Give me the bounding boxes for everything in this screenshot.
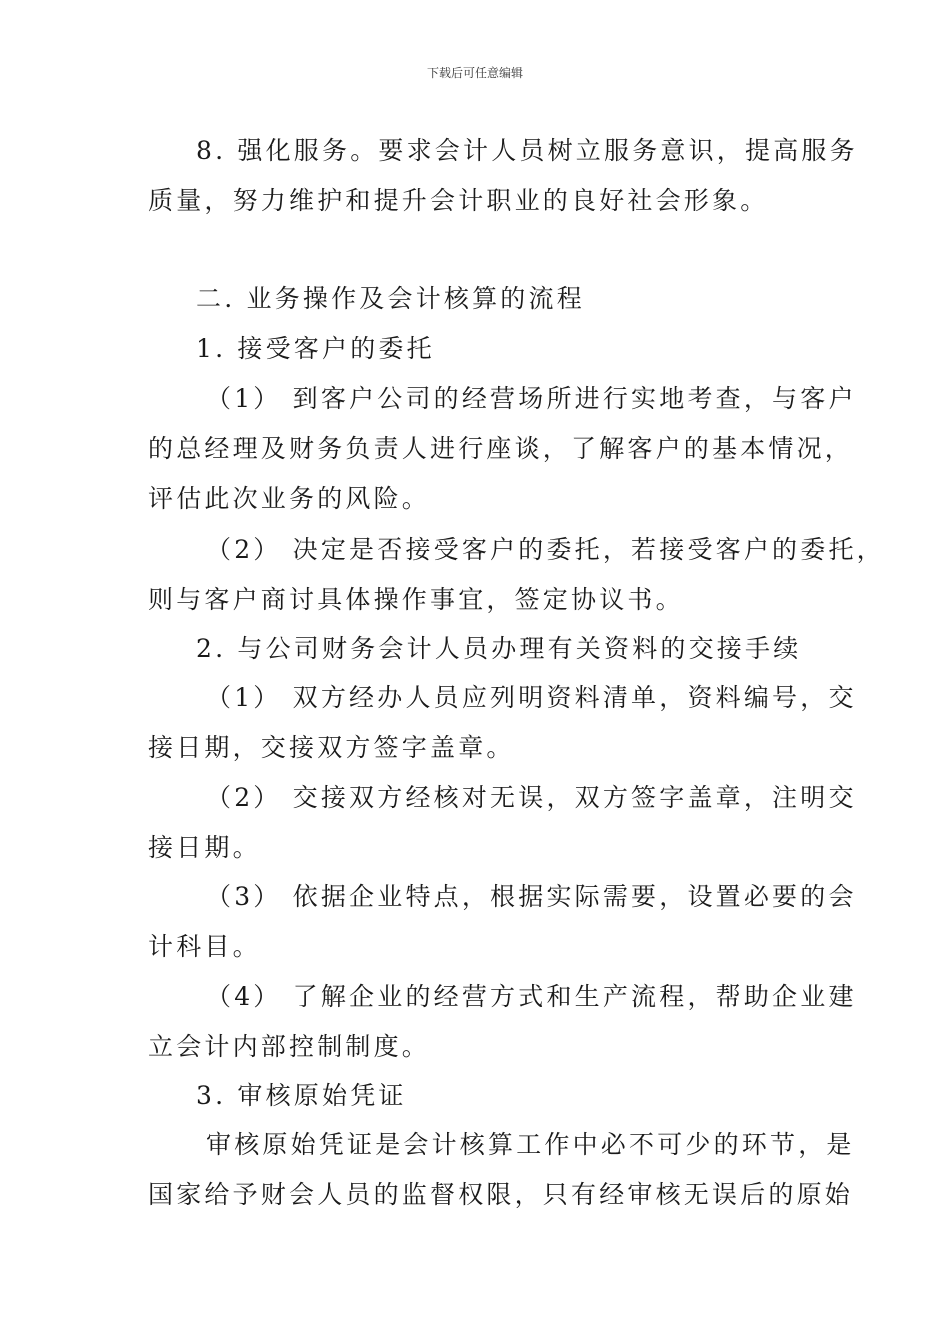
section-heading: 二. 业务操作及会计核算的流程: [196, 284, 585, 313]
subsection-heading: 3. 审核原始凭证: [196, 1081, 407, 1110]
paragraph-line: 审核原始凭证是会计核算工作中必不可少的环节，是: [206, 1130, 855, 1159]
paragraph-line: 评估此次业务的风险。: [148, 484, 431, 513]
paragraph-line: 8. 强化服务。要求会计人员树立服务意识，提高服务: [196, 136, 858, 165]
paragraph-line: （2） 决定是否接受客户的委托，若接受客户的委托，: [206, 535, 885, 564]
subsection-heading: 1. 接受客户的委托: [196, 334, 435, 363]
paragraph-line: 接日期。: [148, 833, 261, 862]
paragraph-line: （1） 到客户公司的经营场所进行实地考查，与客户: [206, 384, 857, 413]
paragraph-line: 接日期，交接双方签字盖章。: [148, 733, 515, 762]
paragraph-line: 计科目。: [148, 932, 261, 961]
paragraph-line: （2） 交接双方经核对无误，双方签字盖章，注明交: [206, 783, 857, 812]
paragraph-line: 质量，努力维护和提升会计职业的良好社会形象。: [148, 186, 769, 215]
paragraph-line: （3） 依据企业特点，根据实际需要，设置必要的会: [206, 882, 857, 911]
paragraph-line: 立会计内部控制制度。: [148, 1032, 431, 1061]
subsection-heading: 2. 与公司财务会计人员办理有关资料的交接手续: [196, 634, 802, 663]
paragraph-line: （1） 双方经办人员应列明资料清单，资料编号，交: [206, 683, 857, 712]
paragraph-line: 国家给予财会人员的监督权限，只有经审核无误后的原始: [148, 1180, 854, 1209]
paragraph-line: （4） 了解企业的经营方式和生产流程，帮助企业建: [206, 982, 857, 1011]
paragraph-line: 则与客户商讨具体操作事宜，签定协议书。: [148, 585, 684, 614]
paragraph-line: 的总经理及财务负责人进行座谈，了解客户的基本情况，: [148, 434, 854, 463]
header-note: 下载后可任意编辑: [426, 66, 523, 80]
